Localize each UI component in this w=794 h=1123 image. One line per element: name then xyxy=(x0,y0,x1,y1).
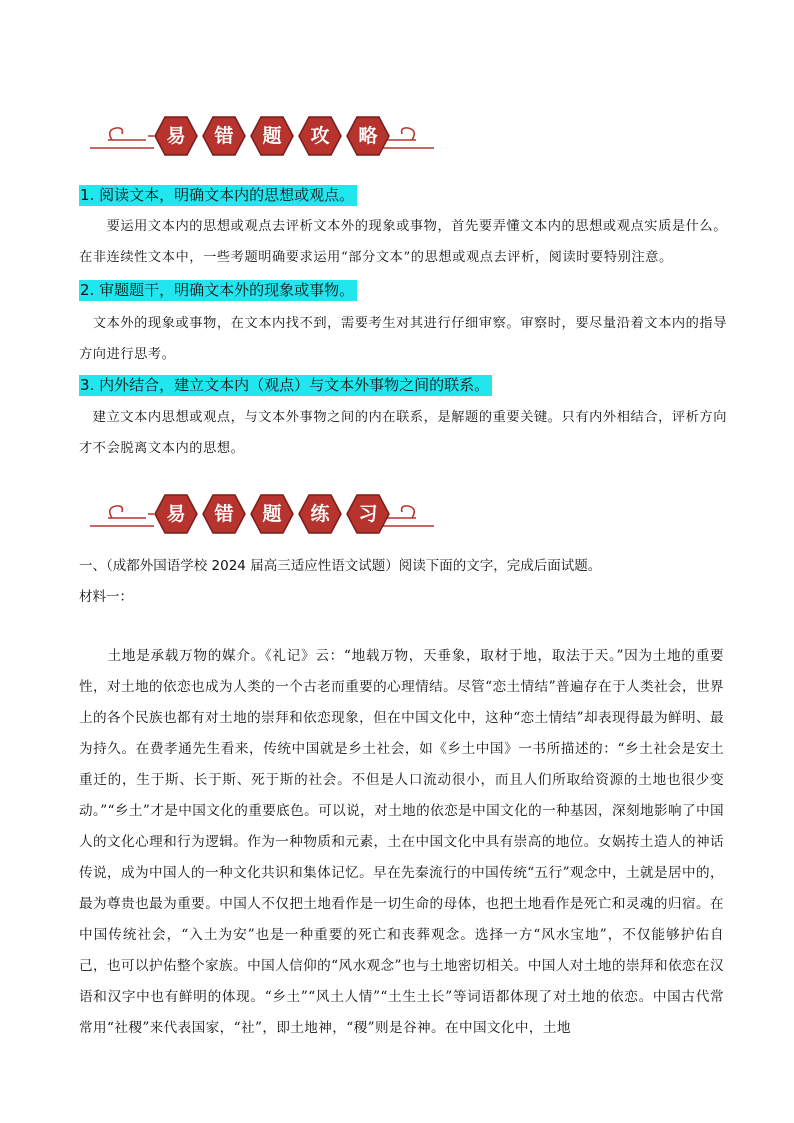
banner-char: 题 xyxy=(262,125,282,147)
banner-hex xyxy=(202,494,246,534)
section-banner-practice xyxy=(88,488,438,540)
section-heading-2: 2. 审题题干，明确文本外的现象或事物。 xyxy=(79,280,357,301)
banner-char: 习 xyxy=(358,503,378,525)
section-body-2: 文本外的现象或事物，在文本内找不到，需要考生对其进行仔细审察。审察时，要尽量沿着文本内的指导方向进行思考。 xyxy=(79,316,728,362)
banner-hex xyxy=(346,494,390,534)
banner-char: 错 xyxy=(214,503,234,525)
material-label: 材料一： xyxy=(79,589,133,605)
section-heading-1: 1. 阅读文本，明确文本内的思想或观点。 xyxy=(79,185,357,206)
banner-char: 易 xyxy=(166,503,186,525)
banner-hex xyxy=(250,116,294,156)
banner-char: 易 xyxy=(166,125,186,147)
section-banner-strategy xyxy=(88,110,438,162)
section-body-1: 要运用文本内的思想或观点去评析文本外的现象或事物，首先要弄懂文本内的思想或观点实质是什么。在非连续性文本中，一些考题明确要求运用“部分文本”的思想或观点去评析，阅读时要特别注意。 xyxy=(79,219,728,265)
material-body: 土地是承载万物的媒介。《礼记》云：“地载万物，天垂象，取材于地，取法于天。”因为土地的重要性，对土地的依恋也成为人类的一个古老而重要的心理情结。尽管“恋土情结”普遍存在于人类社会，世界上的各个民族也都有对土地的崇拜和依恋现象，但在中国文化中，这种“恋土情结”却表现得最为鲜明、最为持久。在费孝通先生看来，传统中国就是乡土社会，如《乡土中国》一书所描述的：“乡土社会是安土重迁的，生于斯、长于斯、死于斯的社会。不但是人口流动很小，而且人们所取给资源的土地也很少变动。”“乡土”才是中国文化的重要底色。可以说，对土地的依恋是中国文化的一种基因，深刻地影响了中国人的文化心理和行为逻辑。作为一种物质和元素，土在中国文化中具有崇高的地位。女娲抟土造人的神话传说，成为中国人的一种文化共识和集体记忆。早在先秦流行的中国传统“五行”观念中，土就是居中的，最为尊贵也最为重要。中国人不仅把土地看作是一切生命的母体，也把土地看作是死亡和灵魂的归宿。在中国传统社会，“入土为安”也是一种重要的死亡和丧葬观念。选择一方“风水宝地”，不仅能够护佑自己，也可以护佑整个家族。中国人信仰的“风水观念”也与土地密切相关。中国人对土地的崇拜和依恋在汉语和汉字中也有鲜明的体现。“乡土”“风土人情”“土生土长”等词语都体现了对土地的依恋。中国古代常常用“社稷”来代表国家，“社”，即土地神，“稷”则是谷神。在中国文化中，土地 xyxy=(79,648,724,1036)
section-body-3: 建立文本内思想或观点，与文本外事物之间的内在联系，是解题的重要关键。只有内外相结合，评析方向才不会脱离文本内的思想。 xyxy=(79,410,728,456)
banner-hex xyxy=(202,116,246,156)
banner-char: 题 xyxy=(262,503,282,525)
banner-hex xyxy=(298,494,342,534)
banner-hex xyxy=(154,494,198,534)
banner-hex xyxy=(298,116,342,156)
banner-hex xyxy=(346,116,390,156)
banner-char: 攻 xyxy=(310,125,330,147)
banner-hex xyxy=(154,116,198,156)
banner-char: 略 xyxy=(358,125,378,147)
question-intro: 一、（成都外国语学校 2024 届高三适应性语文试题）阅读下面的文字，完成后面试题。 xyxy=(79,558,602,574)
banner-hex xyxy=(250,494,294,534)
banner-char: 练 xyxy=(310,503,330,525)
banner-char: 错 xyxy=(214,125,234,147)
section-heading-3: 3. 内外结合，建立文本内（观点）与文本外事物之间的联系。 xyxy=(79,375,492,396)
